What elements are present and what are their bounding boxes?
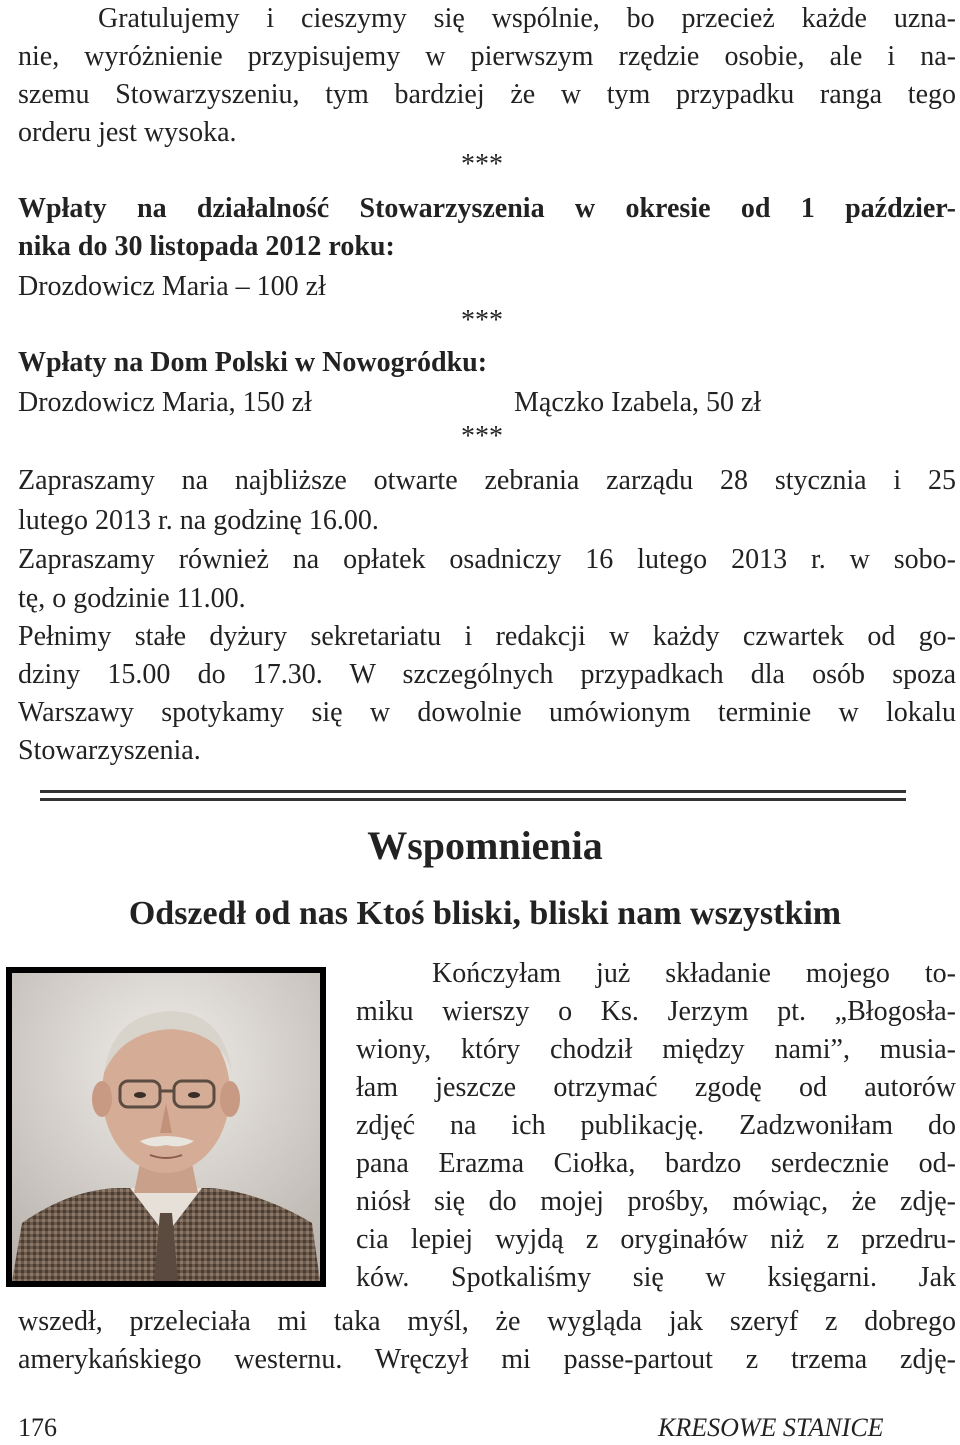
announcement-line: Stowarzyszenia.	[18, 735, 201, 766]
section-title: Wspomnienia	[367, 823, 603, 868]
page-number: 176	[18, 1413, 57, 1442]
article-line: cia lepiej wyjdą z oryginałów niż z przedru-	[356, 1224, 956, 1255]
article-line: miku wierszy o Ks. Jerzym pt. „Błogosła-	[356, 996, 956, 1027]
separator: ***	[461, 305, 503, 336]
dom-polski-heading: Wpłaty na Dom Polski w Nowogródku:	[18, 347, 488, 378]
article-line: niósł się do mojej prośby, mówiąc, że zdję-	[356, 1186, 956, 1217]
article-line: zdjęć na ich publikację. Zadzwoniłam do	[356, 1110, 956, 1141]
intro-line: Gratulujemy i cieszymy się wspólnie, bo przecież każde uzna-	[98, 3, 956, 34]
announcement-line: Zapraszamy również na opłatek osadniczy 16 lutego 2013 r. w sobo-	[18, 544, 956, 575]
donation-entry: Mączko Izabela, 50 zł	[514, 387, 762, 418]
portrait-photo	[6, 967, 326, 1287]
announcement-line: lutego 2013 r. na godzinę 16.00.	[18, 505, 379, 536]
announcement-line: Warszawy spotykamy się w dowolnie umówionym terminie w lokalu	[18, 697, 956, 728]
portrait-illustration	[12, 973, 320, 1281]
donations-heading-line: nika do 30 listopada 2012 roku:	[18, 231, 395, 262]
magazine-title: KRESOWE STANICE	[658, 1413, 884, 1442]
article-line: pana Erazma Ciołka, bardzo serdecznie od-	[356, 1148, 956, 1179]
donations-heading-line: Wpłaty na działalność Stowarzyszenia w okresie od 1 paździer-	[18, 193, 956, 224]
section-divider	[40, 790, 906, 793]
donation-entry: Drozdowicz Maria – 100 zł	[18, 271, 326, 302]
article-line: wiony, który chodził między nami”, musia-	[356, 1034, 956, 1065]
announcement-line: dziny 15.00 do 17.30. W szczególnych przypadkach dla osób spoza	[18, 659, 956, 690]
intro-line: orderu jest wysoka.	[18, 117, 237, 148]
article-title: Odszedł od nas Ktoś bliski, bliski nam wszystkim	[128, 895, 842, 932]
article-line: łam jeszcze otrzymać zgodę od autorów	[356, 1072, 956, 1103]
announcement-line: Zapraszamy na najbliższe otwarte zebrania zarządu 28 stycznia i 25	[18, 465, 956, 496]
article-line: amerykańskiego westernu. Wręczył mi passe-partout z trzema zdję-	[18, 1344, 956, 1375]
article-line: wszedł, przeleciała mi taka myśl, że wygląda jak szeryf z dobrego	[18, 1306, 956, 1337]
intro-line: szemu Stowarzyszeniu, tym bardziej że w tym przypadku ranga tego	[18, 79, 956, 110]
portrait-image	[12, 973, 320, 1281]
separator: ***	[461, 421, 503, 452]
separator: ***	[461, 149, 503, 180]
intro-line: nie, wyróżnienie przypisujemy w pierwszym rzędzie osobie, ale i na-	[18, 41, 956, 72]
announcement-line: Pełnimy stałe dyżury sekretariatu i redakcji w każdy czwartek od go-	[18, 621, 956, 652]
article-line: ków. Spotkaliśmy się w księgarni. Jak	[356, 1262, 956, 1293]
article-line: Kończyłam już składanie mojego to-	[432, 958, 956, 989]
donation-entry: Drozdowicz Maria, 150 zł	[18, 387, 312, 418]
section-divider	[40, 798, 906, 801]
announcement-line: tę, o godzinie 11.00.	[18, 583, 246, 614]
